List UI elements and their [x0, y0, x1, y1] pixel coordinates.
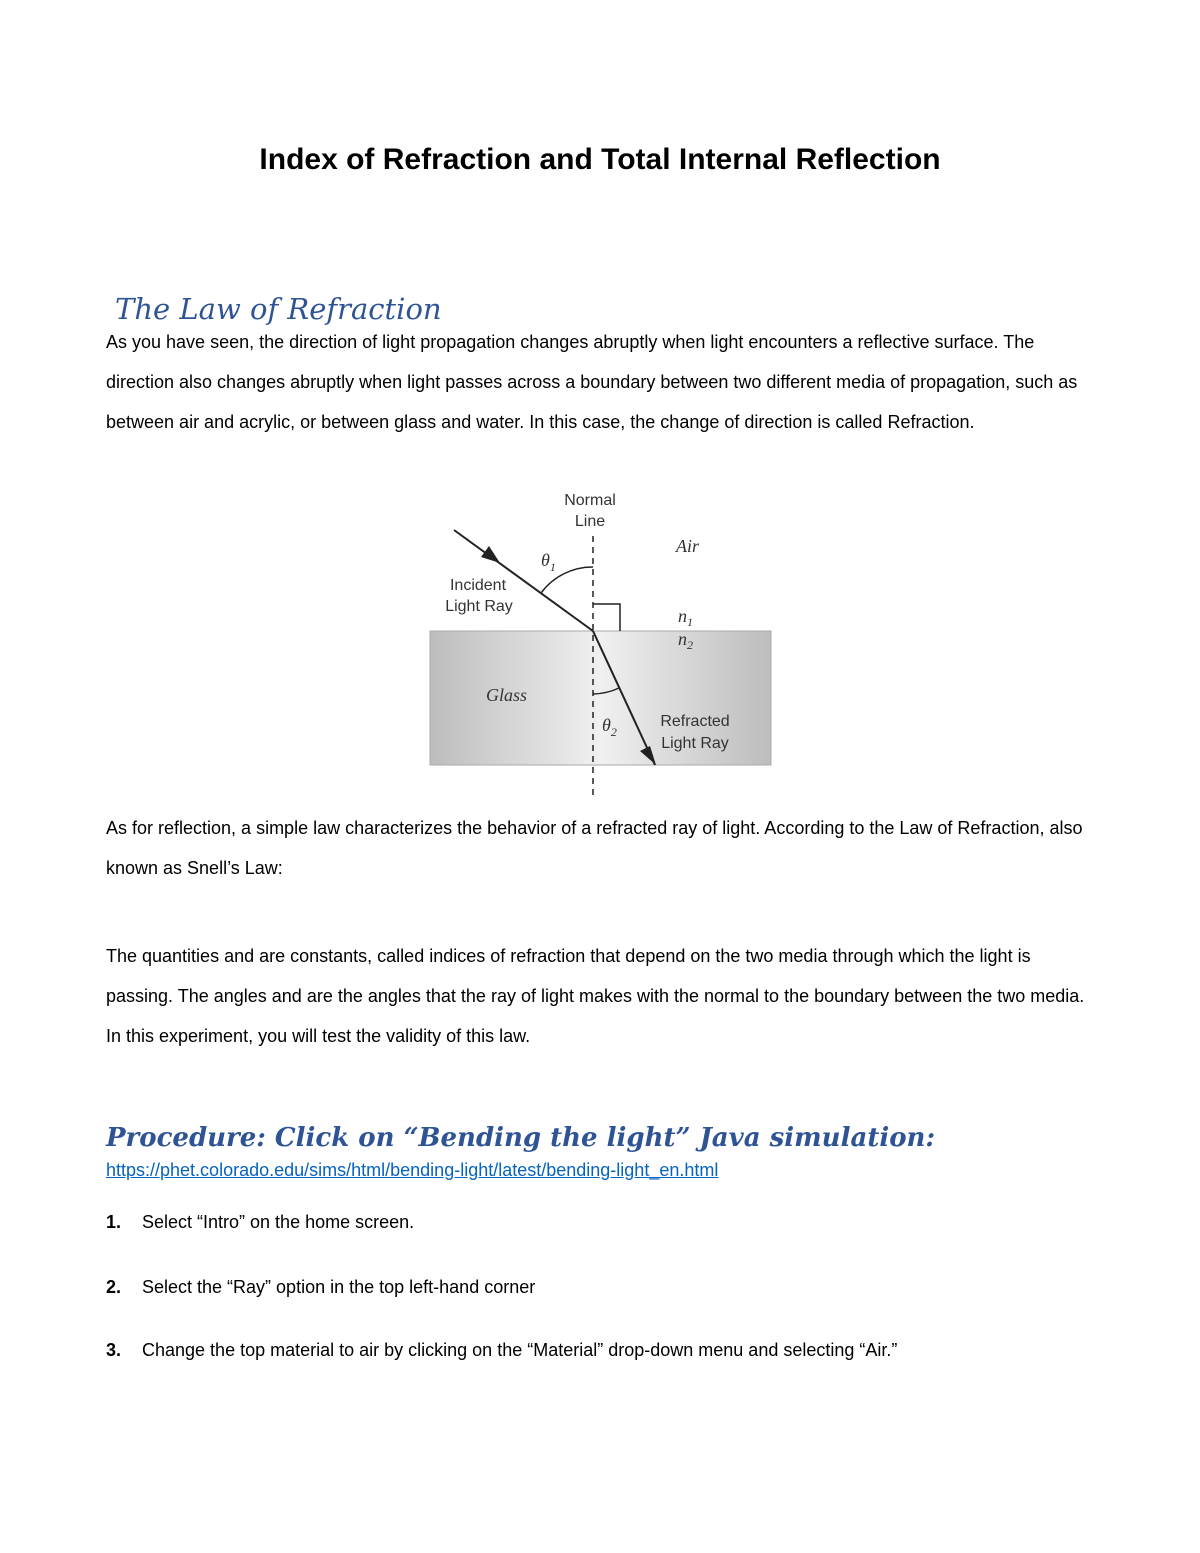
simulation-link[interactable]: https://phet.colorado.edu/sims/html/bending-light/latest/bending-light_en.html — [106, 1160, 719, 1180]
step-number: 1. — [106, 1212, 122, 1232]
step-text: Change the top material to air by clicking on the “Material” drop-down menu and selecting “Air.” — [142, 1340, 898, 1360]
list-item — [106, 1340, 897, 1361]
incident-arrowhead — [481, 546, 500, 563]
refracted-label-1: Refracted — [660, 713, 730, 730]
theta1-arc — [541, 567, 593, 593]
refracted-label-2: Light Ray — [661, 735, 729, 752]
normal-line-label-2: Line — [574, 513, 606, 530]
normal-line-label-1: Normal — [564, 492, 616, 509]
right-angle-marker — [593, 604, 620, 631]
theta2-label: $\theta_2$ — [602, 715, 617, 739]
intro-paragraph: As you have seen, the direction of light propagation changes abruptly when light encounters a reflective surface. The direction also changes abruptly when light passes across a boundary between two different media of propagation, such as between air and acrylic, or between glass and water. In this case, the change of direction is called Refraction. — [106, 332, 1078, 432]
indices-paragraph: The quantities and are constants, called indices of refraction that depend on the two media through which the light is passing. The angles and are the angles that the ray of light makes with the normal to the boundary between the two media. In this experiment, you will test the validity of this law. — [106, 946, 1085, 1046]
list-item — [106, 1212, 414, 1233]
step-number: 2. — [106, 1277, 122, 1297]
snells-law-paragraph: As for reflection, a simple law characterizes the behavior of a refracted ray of light. According to the Law of Refraction, also known as Snell’s Law: — [106, 818, 1083, 878]
air-label: Air — [676, 536, 700, 556]
n2-label: $n_2$ — [678, 629, 693, 652]
procedure-heading: Procedure: Click on “Bending the light” Java simulation: — [106, 1123, 936, 1153]
incident-label-2: Light Ray — [445, 598, 513, 615]
step-text: Select the “Ray” option in the top left-hand corner — [142, 1277, 536, 1297]
glass-label: Glass — [486, 685, 528, 705]
list-item — [106, 1277, 535, 1298]
n1-label: $n_1$ — [678, 606, 693, 629]
section-heading-law-of-refraction: The Law of Refraction — [115, 292, 442, 326]
step-text: Select “Intro” on the home screen. — [142, 1212, 415, 1232]
refraction-diagram — [410, 484, 790, 804]
incident-label-1: Incident — [449, 577, 507, 594]
theta1-label: $\theta_1$ — [541, 550, 556, 574]
document-title: Index of Refraction and Total Internal Reflection — [259, 143, 941, 176]
step-number: 3. — [106, 1340, 122, 1360]
